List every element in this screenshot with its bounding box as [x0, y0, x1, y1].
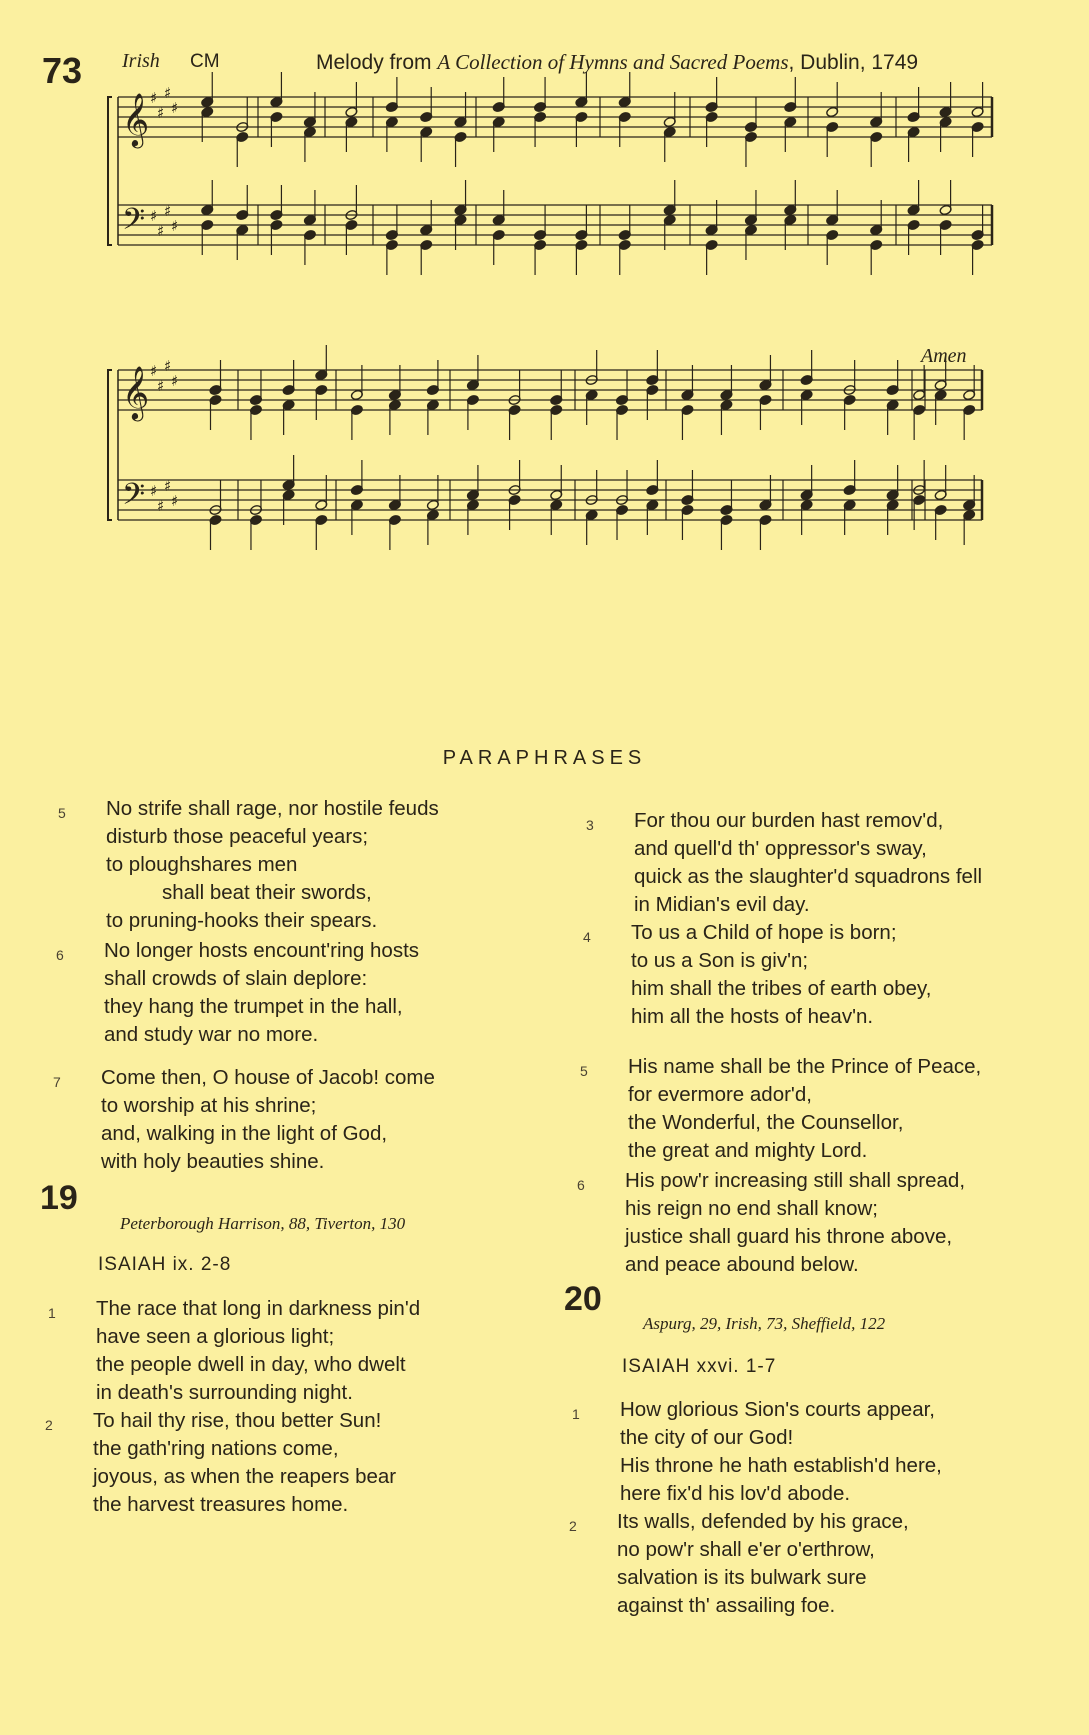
source-title: A Collection of Hymns and Sacred Poems: [437, 50, 789, 74]
hymn-number: 73: [42, 50, 83, 91]
para20-verse-2: [569, 1508, 909, 1620]
verse-line: with holy beauties shine.: [101, 1150, 325, 1173]
verse-number: 4: [583, 929, 591, 945]
sharp-sign: ♯: [157, 104, 165, 122]
verse-line: him all the hosts of heav'n.: [631, 1005, 874, 1028]
verse-number: 6: [56, 947, 64, 963]
tune-name: Irish: [122, 50, 160, 72]
verse-line: the city of our God!: [620, 1426, 794, 1449]
verse-line: they hang the trumpet in the hall,: [104, 995, 403, 1018]
verse-line: him shall the tribes of earth obey,: [631, 977, 932, 1000]
para19-number: 19: [40, 1179, 78, 1217]
verse-line: No strife shall rage, nor hostile feuds: [106, 797, 439, 820]
verse-line: the harvest treasures home.: [93, 1493, 349, 1516]
verse-line: Come then, O house of Jacob! come: [101, 1066, 435, 1089]
verse-line: quick as the slaughter'd squadrons fell: [634, 865, 983, 888]
verse-line: shall crowds of slain deplore:: [104, 967, 368, 990]
sharp-sign: ♯: [157, 497, 165, 515]
sharp-sign: ♯: [164, 202, 172, 220]
source-suffix: , Dublin, 1749: [788, 51, 919, 74]
verse-line: and quell'd th' oppressor's sway,: [634, 837, 927, 860]
verse-number: 7: [53, 1074, 61, 1090]
sharp-sign: ♯: [171, 99, 179, 117]
verse-line: to pruning-hooks their spears.: [106, 909, 378, 932]
verse-line: the Wonderful, the Counsellor,: [628, 1111, 904, 1134]
bass-clef: 𝄢: [122, 478, 146, 519]
verse-line: To us a Child of hope is born;: [631, 921, 897, 944]
verse-line: against th' assailing foe.: [617, 1594, 836, 1617]
verse-line: For thou our burden hast remov'd,: [634, 809, 944, 832]
verse-number: 1: [48, 1305, 56, 1321]
system-bracket: [108, 97, 112, 245]
verse-line: justice shall guard his throne above,: [625, 1225, 953, 1248]
sharp-sign: ♯: [150, 362, 158, 380]
verse-line: Its walls, defended by his grace,: [617, 1510, 909, 1533]
verse-number: 3: [586, 817, 594, 833]
verse-line: and, walking in the light of God,: [101, 1122, 388, 1145]
verse-line: his reign no end shall know;: [625, 1197, 878, 1220]
sharp-sign: ♯: [157, 222, 165, 240]
verse-number: 5: [58, 805, 66, 821]
verse-line: shall beat their swords,: [162, 881, 372, 904]
para19-verse-3: [586, 807, 983, 919]
treble-clef: 𝄞: [122, 365, 150, 419]
verse-line: the people dwell in day, who dwelt: [96, 1353, 406, 1376]
verse-line: His name shall be the Prince of Peace,: [628, 1055, 982, 1078]
para18-verse-6: [56, 937, 420, 1049]
verse-number: 2: [569, 1518, 577, 1534]
verse-line: no pow'r shall e'er o'erthrow,: [617, 1538, 875, 1561]
para20-number: 20: [564, 1280, 602, 1318]
amen-label: Amen: [921, 345, 967, 367]
verse-line: to ploughshares men: [106, 853, 298, 876]
para20-verse-1: [572, 1396, 942, 1508]
bass-clef: 𝄢: [122, 203, 146, 244]
verse-number: 6: [577, 1177, 585, 1193]
para19-verse-5: [580, 1053, 982, 1165]
verse-line: The race that long in darkness pin'd: [96, 1297, 421, 1320]
source-prefix: Melody from: [316, 51, 438, 74]
verse-line: His throne he hath establish'd here,: [620, 1454, 942, 1477]
verse-line: To hail thy rise, thou better Sun!: [93, 1409, 382, 1432]
treble-clef: 𝄞: [122, 92, 150, 146]
para19-verse-2: [45, 1407, 397, 1519]
music-score: [0, 0, 1089, 600]
verse-line: joyous, as when the reapers bear: [93, 1465, 397, 1488]
section-title: PARAPHRASES: [442, 747, 647, 769]
para19-reference: ISAIAH ix. 2-8: [98, 1254, 232, 1275]
sharp-sign: ♯: [164, 84, 172, 102]
sharp-sign: ♯: [164, 357, 172, 375]
para18-verse-7: [53, 1064, 435, 1176]
sharp-sign: ♯: [171, 372, 179, 390]
verse-line: His pow'r increasing still shall spread,: [625, 1169, 966, 1192]
sharp-sign: ♯: [171, 492, 179, 510]
para19-verse-4: [583, 919, 932, 1031]
verse-line: the gath'ring nations come,: [93, 1437, 339, 1460]
verse-line: and study war no more.: [104, 1023, 319, 1046]
verse-line: How glorious Sion's courts appear,: [620, 1398, 935, 1421]
sharp-sign: ♯: [157, 377, 165, 395]
verse-line: to worship at his shrine;: [101, 1094, 317, 1117]
system-bracket: [108, 370, 112, 520]
verse-number: 2: [45, 1417, 53, 1433]
verse-line: No longer hosts encount'ring hosts: [104, 939, 420, 962]
verse-line: the great and mighty Lord.: [628, 1139, 868, 1162]
para20-reference: ISAIAH xxvi. 1-7: [622, 1356, 777, 1377]
para19-verse-6: [577, 1167, 966, 1279]
sharp-sign: ♯: [150, 89, 158, 107]
verse-line: have seen a glorious light;: [96, 1325, 335, 1348]
sharp-sign: ♯: [171, 217, 179, 235]
sharp-sign: ♯: [150, 482, 158, 500]
para18-verse-5: [58, 795, 439, 935]
meter: CM: [190, 51, 220, 72]
verse-line: salvation is its bulwark sure: [617, 1566, 867, 1589]
para19-tunes: Peterborough Harrison, 88, Tiverton, 130: [120, 1214, 406, 1233]
verse-line: in death's surrounding night.: [96, 1381, 353, 1404]
verse-line: for evermore ador'd,: [628, 1083, 812, 1106]
verse-line: and peace abound below.: [625, 1253, 859, 1276]
verse-line: to us a Son is giv'n;: [631, 949, 809, 972]
para20-tunes: Aspurg, 29, Irish, 73, Sheffield, 122: [643, 1314, 886, 1333]
verse-number: 1: [572, 1406, 580, 1422]
verse-line: here fix'd his lov'd abode.: [620, 1482, 851, 1505]
sharp-sign: ♯: [164, 477, 172, 495]
verse-line: in Midian's evil day.: [634, 893, 810, 916]
sharp-sign: ♯: [150, 207, 158, 225]
para19-verse-1: [48, 1295, 421, 1407]
verse-line: disturb those peaceful years;: [106, 825, 369, 848]
verse-number: 5: [580, 1063, 588, 1079]
